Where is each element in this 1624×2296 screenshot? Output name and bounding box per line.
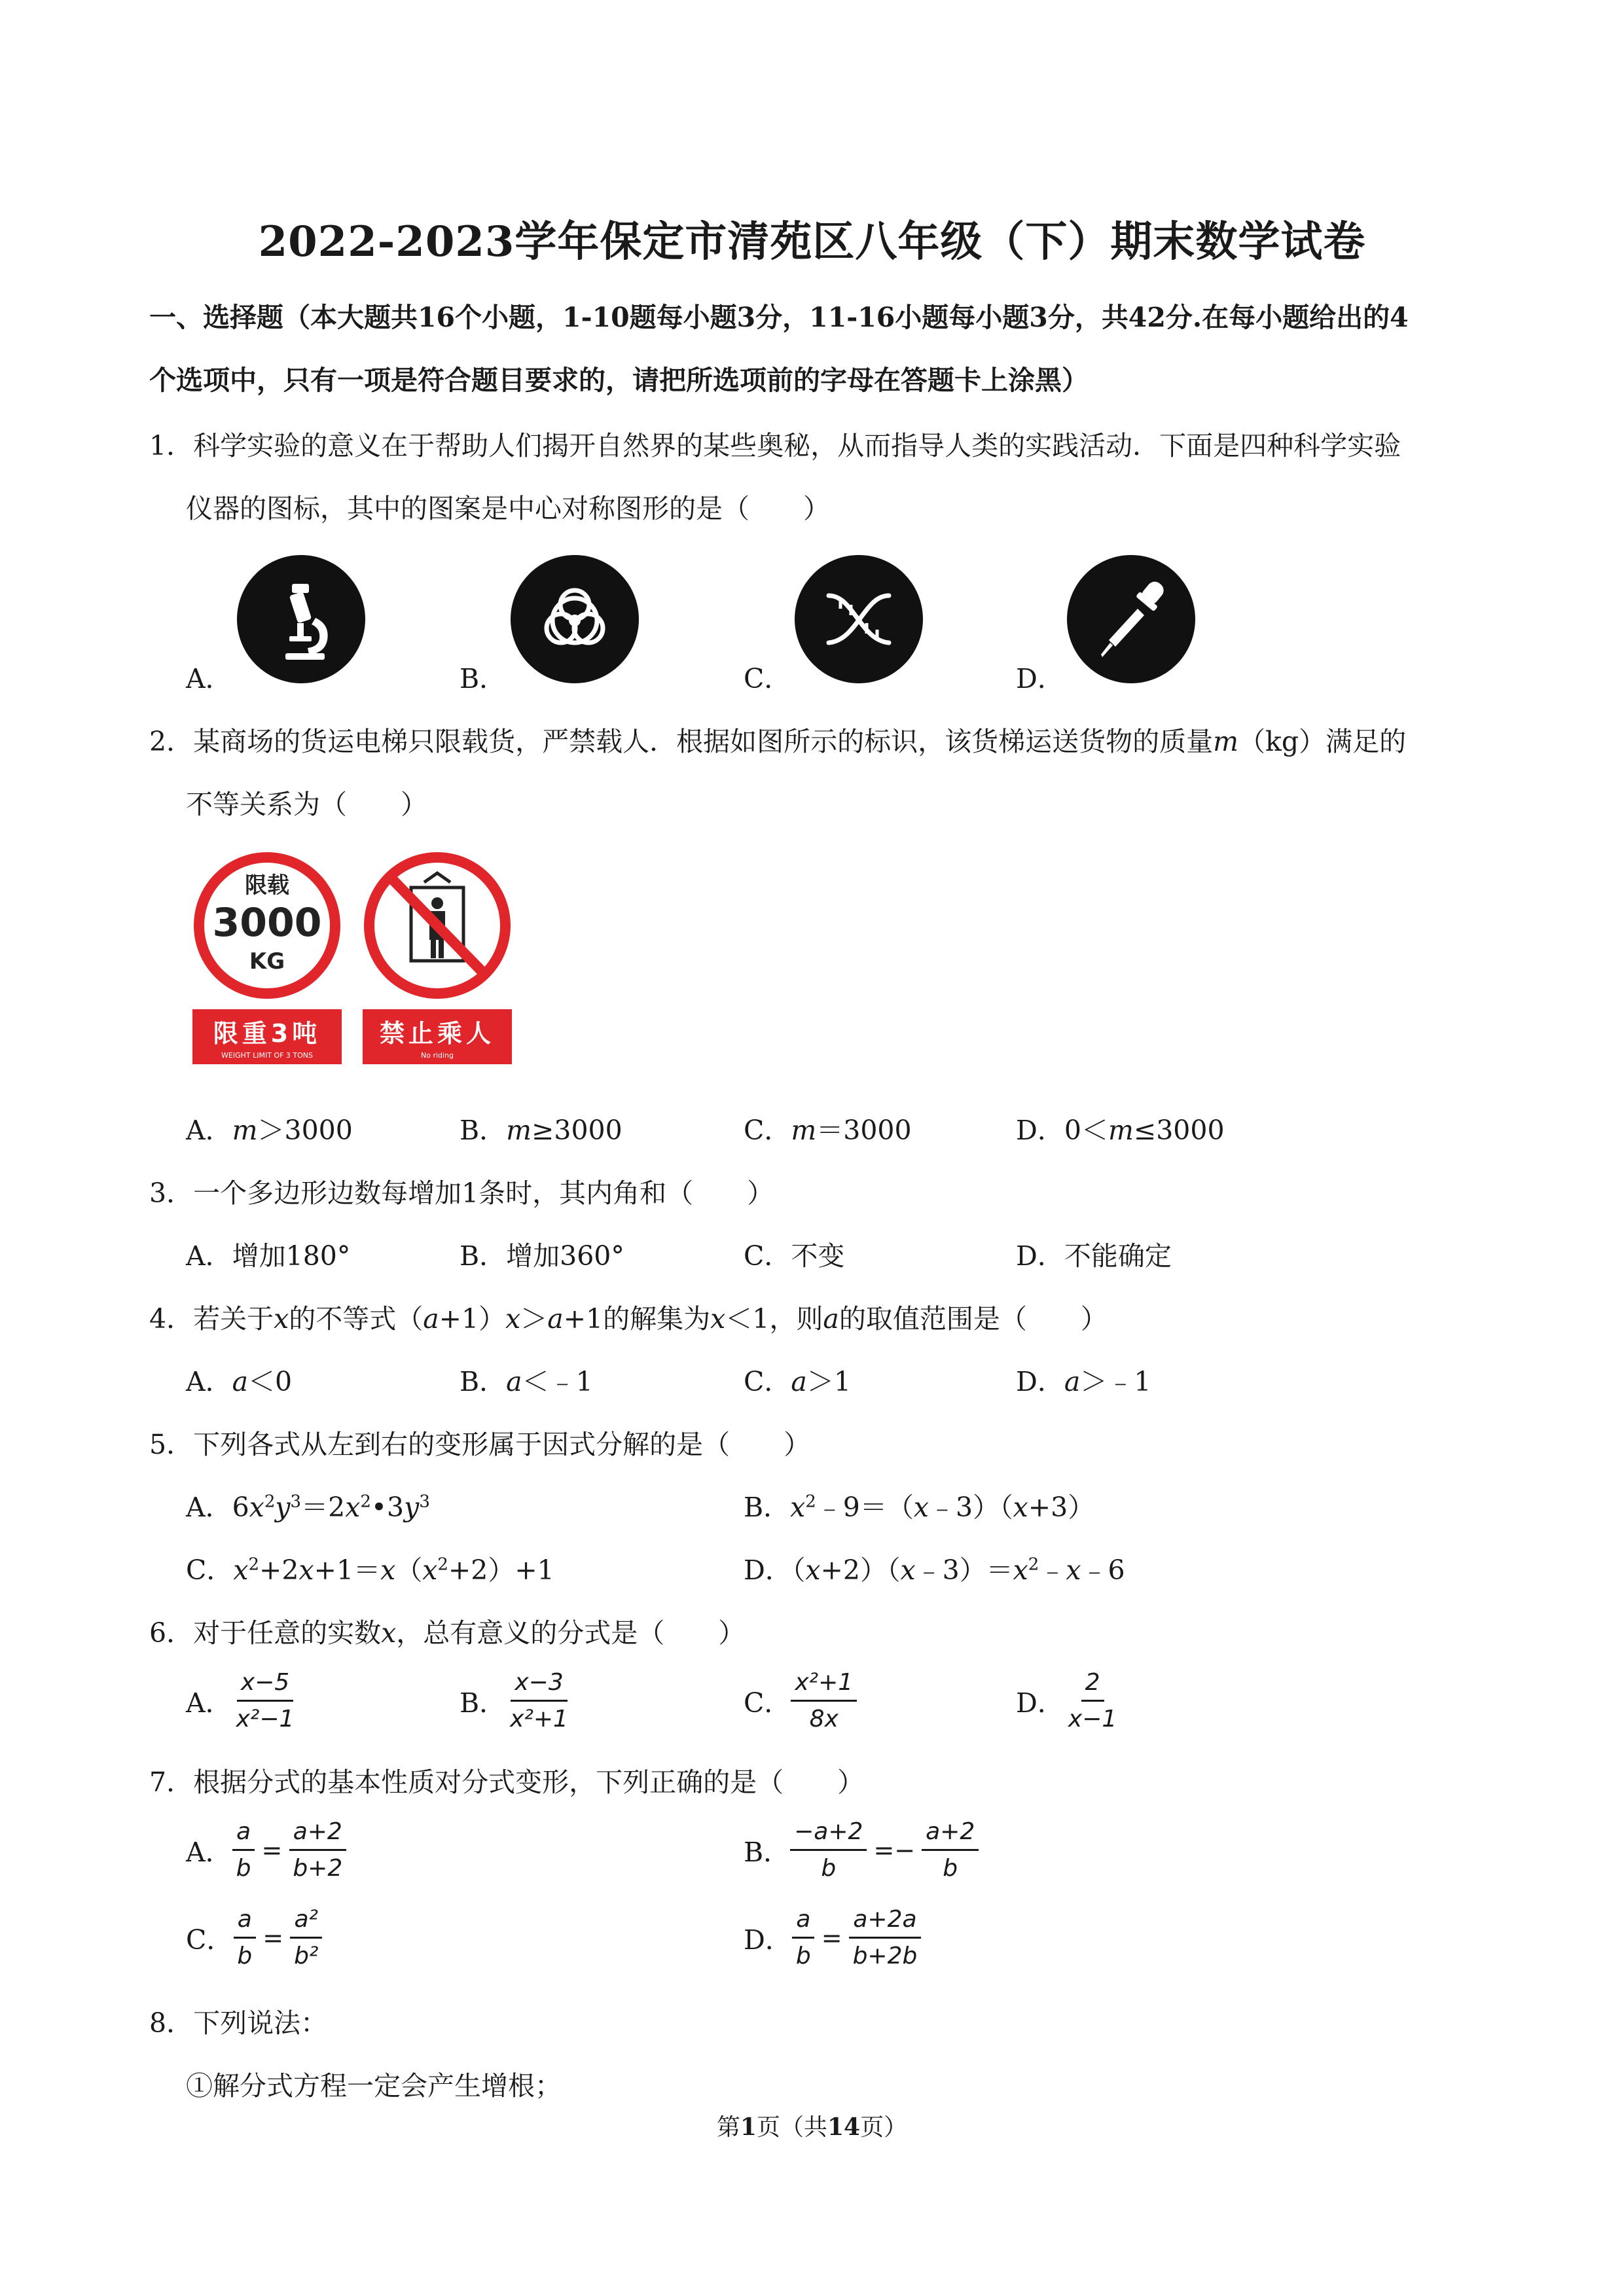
q4-option-b: B．a＜﹣1 bbox=[460, 1366, 593, 1397]
q6-option-a: A． $\frac{x-5}{\text{x²−1}}$ bbox=[186, 1669, 295, 1732]
sign1-banner-text: 限重3吨 bbox=[213, 1019, 321, 1048]
q4-option-c: C．a＞1 bbox=[744, 1366, 851, 1397]
page-footer: 第1页（共14页） bbox=[716, 2113, 908, 2141]
q7-option-d: D． $\frac{a}{b}$ = $\frac{a+2a}{b+2b}$ bbox=[744, 1905, 921, 1971]
q3-option-d: D．不能确定 bbox=[1016, 1240, 1172, 1272]
question-1-line2: 仪器的图标，其中的图案是中心对称图形的是（ ） bbox=[186, 493, 830, 524]
dna-icon bbox=[795, 555, 923, 683]
q6-option-b: B． $\frac{x-3}{\text{x²+1}}$ bbox=[460, 1669, 568, 1732]
question-6: 6．对于任意的实数x，总有意义的分式是（ ） bbox=[149, 1617, 746, 1649]
q7-option-c: C． $\frac{a}{b}$ = $\frac{\text{a²}}{\text{b²}}$ bbox=[186, 1905, 322, 1971]
q1-option-c-label: C． bbox=[744, 663, 791, 694]
q2-option-b: B．m≥3000 bbox=[460, 1115, 623, 1146]
q4-option-d: D．a＞﹣1 bbox=[1016, 1366, 1151, 1397]
sign1-unit-text: KG bbox=[249, 948, 285, 975]
sign2-banner-text: 禁止乘人 bbox=[379, 1019, 496, 1048]
sign1-value-text: 3000 bbox=[212, 900, 322, 946]
q4-option-a: A．a＜0 bbox=[186, 1366, 293, 1397]
q5-option-b: B．$x^2﹣9=(x﹣3)(x+3)$ bbox=[744, 1492, 1095, 1523]
section-header-line2: 个选项中，只有一项是符合题目要求的，请把所选项前的字母在答题卡上涂黑） bbox=[149, 365, 1089, 396]
sign1-top-text: 限载 bbox=[245, 872, 289, 899]
question-2-line1: 2．某商场的货运电梯只限载货，严禁载人．根据如图所示的标识，该货梯运送货物的质量m（kg）满足的 bbox=[149, 726, 1407, 757]
question-4: 4．若关于x的不等式（a+1）x＞a+1的解集为x＜1，则a的取值范围是（ ） bbox=[149, 1303, 1108, 1335]
biohazard-icon bbox=[511, 555, 639, 683]
question-2-line2: 不等关系为（ ） bbox=[186, 789, 427, 820]
dropper-icon bbox=[1067, 555, 1195, 683]
question-5: 5．下列各式从左到右的变形属于因式分解的是（ ） bbox=[149, 1429, 811, 1460]
question-7: 7．根据分式的基本性质对分式变形，下列正确的是（ ） bbox=[149, 1767, 865, 1798]
question-3: 3．一个多边形边数每增加1条时，其内角和（ ） bbox=[149, 1177, 774, 1209]
load-limit-sign bbox=[190, 847, 344, 1068]
q6-option-d: D． $\frac{2}{x-1}$ bbox=[1016, 1669, 1117, 1732]
q2-option-c: C．m＝3000 bbox=[744, 1115, 912, 1146]
q2-option-a: A．m＞3000 bbox=[186, 1115, 353, 1146]
q1-option-a-label: A． bbox=[186, 663, 232, 694]
q1-option-d-label: D． bbox=[1016, 663, 1064, 694]
q3-option-b: B．增加360° bbox=[460, 1240, 624, 1272]
q6-option-c: C． $\frac{\text{x²+1}}{8x}$ bbox=[744, 1668, 857, 1734]
q1-option-b-label: B． bbox=[460, 663, 507, 694]
q3-option-c: C．不变 bbox=[744, 1240, 845, 1272]
page-title: 2022-2023学年保定市清苑区八年级（下）期末数学试卷 bbox=[258, 217, 1366, 266]
sign1-banner-en-text: WEIGHT LIMIT OF 3 TONS bbox=[221, 1051, 313, 1060]
q5-option-d: D．$(x+2)(x﹣3)=x^2﹣x﹣6$ bbox=[744, 1554, 1125, 1586]
question-8-item-1: ①解分式方程一定会产生增根； bbox=[186, 2070, 562, 2102]
sign2-banner-en-text: No riding bbox=[420, 1051, 454, 1060]
q5-option-c: C．$x^2+2x+1=x(x^2+2)+1$ bbox=[186, 1554, 554, 1586]
q7-option-a: A． $\frac{a}{b}$ = $\frac{a+2}{b+2}$ bbox=[186, 1817, 346, 1883]
q7-option-b: B． $\frac{-a+2}{b}$ =− $\frac{a+2}{b}$ bbox=[744, 1817, 979, 1883]
microscope-icon bbox=[237, 555, 365, 683]
section-header-line1: 一、选择题（本大题共16个小题，1-10题每小题3分，11-16小题每小题3分，共42分.在每小题给出的4 bbox=[149, 302, 1409, 333]
no-riding-sign bbox=[360, 847, 514, 1068]
q2-option-d: D．0＜m≤3000 bbox=[1016, 1115, 1225, 1146]
q3-option-a: A．增加180° bbox=[186, 1240, 351, 1272]
question-8: 8．下列说法： bbox=[149, 2007, 328, 2039]
question-1-line1: 1．科学实验的意义在于帮助人们揭开自然界的某些奥秘，从而指导人类的实践活动．下面是四种科学实验 bbox=[149, 430, 1401, 461]
q5-option-a: A．$6x^2y^3=2x^2•3y^3$ bbox=[186, 1492, 430, 1523]
